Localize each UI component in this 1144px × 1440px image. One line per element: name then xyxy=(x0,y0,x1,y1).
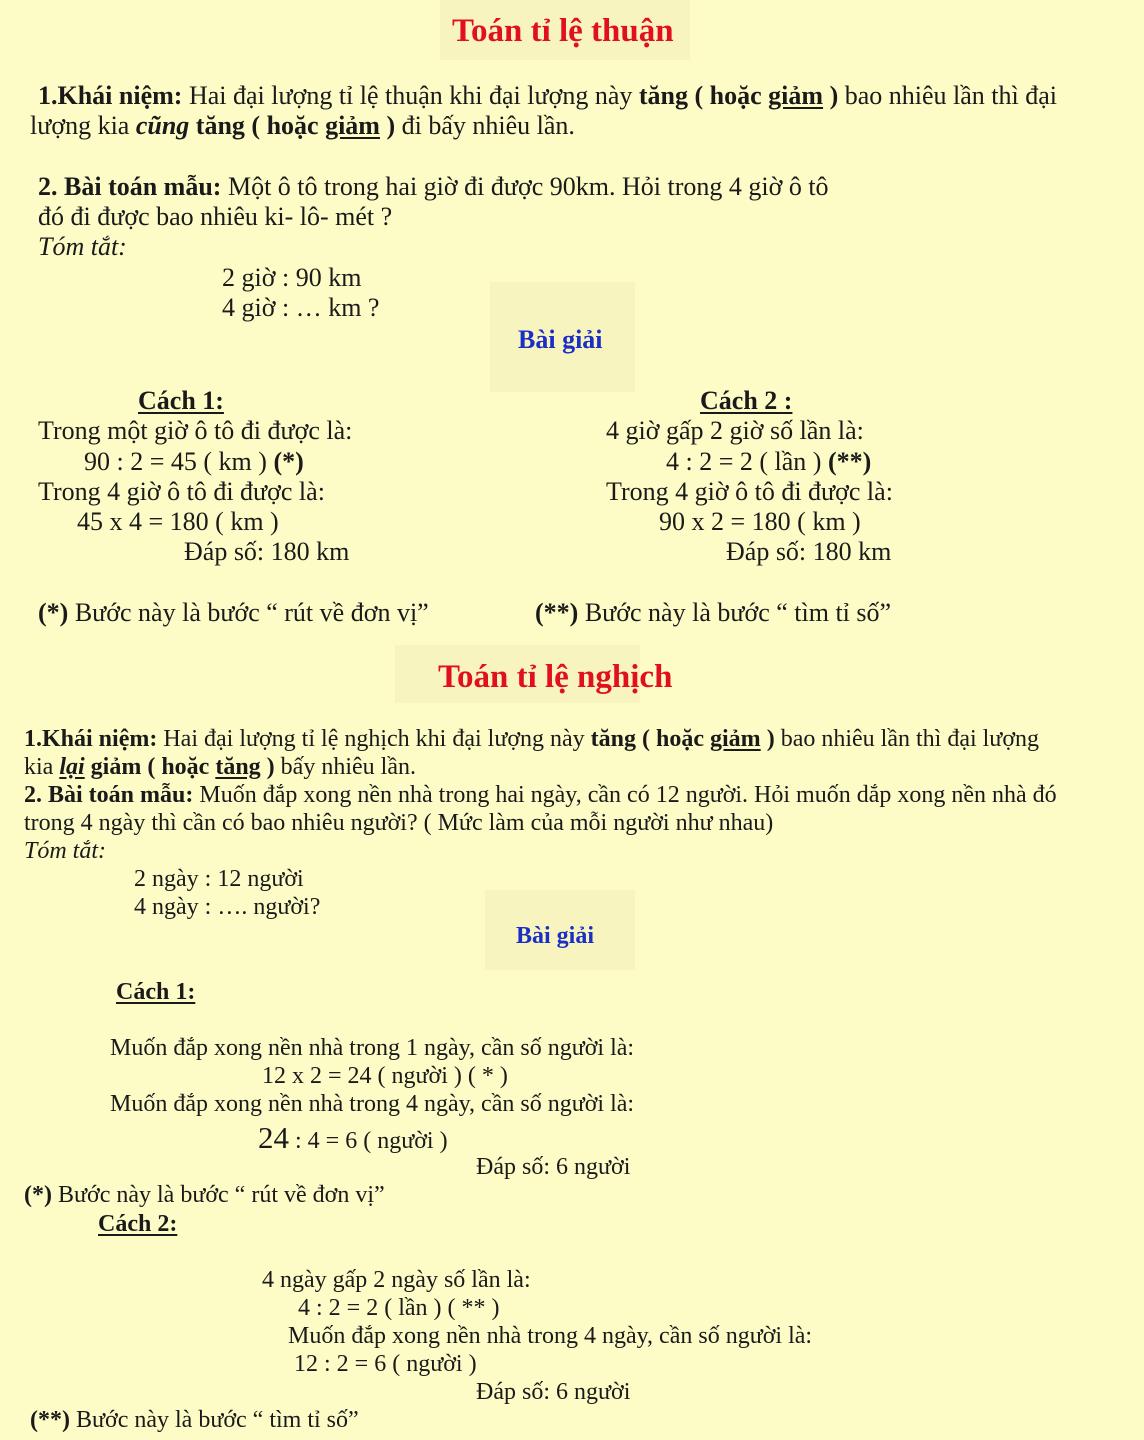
concept-label: 1.Khái niệm: xyxy=(38,81,183,110)
problem-text: Một ô tô trong hai giờ đi được 90km. Hỏi trong 4 giờ ô tô xyxy=(221,172,829,201)
method-title-text: Cách 2: xyxy=(98,1211,178,1237)
step-marker: (**) xyxy=(535,598,579,627)
problem2-line-2: trong 4 ngày thì cần có bao nhiêu người? ( Mức làm của mỗi người như nhau) xyxy=(24,810,774,836)
step-marker: (*) xyxy=(273,447,304,476)
calc-text: : 4 = 6 ( người ) xyxy=(289,1128,448,1154)
step-marker: (*) xyxy=(38,598,69,627)
concept-line-2 xyxy=(30,113,575,139)
section-title-inverse: Toán tỉ lệ nghịch xyxy=(438,659,673,695)
method2-line-1: 4 giờ gấp 2 giờ số lần là: xyxy=(606,416,864,445)
method2-1-line-2: 12 x 2 = 24 ( người ) ( * ) xyxy=(262,1063,508,1089)
concept-text: lượng kia xyxy=(30,111,136,140)
concept-underlined: tăng xyxy=(215,754,261,780)
method2-1-line-1: Muốn đắp xong nền nhà trong 1 ngày, cần số người là: xyxy=(110,1035,635,1061)
note-text: Bước này là bước “ rút về đơn vị” xyxy=(68,598,429,627)
note-text: Bước này là bước “ tìm tỉ số” xyxy=(69,1407,359,1433)
method2-line-2 xyxy=(666,449,871,475)
summary2-line-1: 2 ngày : 12 người xyxy=(134,866,304,892)
solution2-label: Bài giải xyxy=(516,923,595,949)
summary2-line-2: 4 ngày : …. người? xyxy=(134,894,321,920)
concept-bold: ) xyxy=(823,81,839,110)
method-title-text: Cách 1: xyxy=(116,979,196,1005)
step-marker: (**) xyxy=(827,447,872,476)
concept-text: Hai đại lượng tỉ lệ nghịch khi đại lượng này xyxy=(157,726,591,752)
method2-answer: Đáp số: 180 km xyxy=(726,537,892,566)
method2-2-line-2: 4 : 2 = 2 ( lần ) ( ** ) xyxy=(298,1295,500,1321)
concept-underlined: giảm xyxy=(710,726,761,752)
summary-line-2: 4 giờ : … km ? xyxy=(222,293,380,322)
calc-text: 4 : 2 = 2 ( lần ) xyxy=(666,447,828,476)
concept2-line-1 xyxy=(24,727,1039,751)
note-unit-step xyxy=(38,600,429,626)
section-title-direct: Toán tỉ lệ thuận xyxy=(452,13,674,49)
note2-unit-step xyxy=(24,1183,385,1207)
concept-text: kia xyxy=(24,754,60,780)
problem-label: 2. Bài toán mẫu: xyxy=(24,782,194,808)
concept-text: bấy nhiêu lần. xyxy=(274,754,416,780)
method2-title xyxy=(700,388,792,414)
problem-line-2: đó đi được bao nhiêu ki- lô- mét ? xyxy=(38,202,393,231)
method2-1-answer: Đáp số: 6 người xyxy=(476,1154,631,1180)
concept-bold: tăng ( hoặc xyxy=(189,111,326,140)
concept-text: Hai đại lượng tỉ lệ thuận khi đại lượng này xyxy=(182,81,639,110)
method2-2-title xyxy=(98,1212,177,1236)
problem-text: Muốn đắp xong nền nhà trong hai ngày, cần có 12 người. Hỏi muốn dắp xong nền nhà đó xyxy=(193,782,1057,808)
concept-emphasis: cũng xyxy=(135,111,190,140)
concept-bold: ) xyxy=(379,111,396,140)
concept-text: bao nhiêu lần thì đại lượng xyxy=(774,726,1040,752)
problem-label: 2. Bài toán mẫu: xyxy=(38,172,222,201)
method2-2-answer: Đáp số: 6 người xyxy=(476,1379,631,1405)
concept-bold: ) xyxy=(760,726,775,752)
concept-text: bao nhiêu lần thì đại xyxy=(838,81,1058,110)
note-text: Bước này là bước “ rút về đơn vị” xyxy=(51,1182,385,1208)
method1-title-text: Cách 1: xyxy=(138,386,224,415)
step-marker: (*) xyxy=(24,1182,52,1208)
concept2-line-2 xyxy=(24,755,416,779)
note2-ratio-step xyxy=(30,1408,359,1432)
summary-line-1: 2 giờ : 90 km xyxy=(222,263,362,292)
concept-text: đi bấy nhiêu lần. xyxy=(395,111,575,140)
summary-label: Tóm tắt: xyxy=(38,232,127,261)
method2-2-line-3: Muốn đắp xong nền nhà trong 4 ngày, cần số người là: xyxy=(288,1323,813,1349)
summary2-label: Tóm tắt: xyxy=(24,838,107,864)
concept-underlined: giảm xyxy=(325,111,380,140)
step-marker: (**) xyxy=(30,1407,70,1433)
method1-line-3: Trong 4 giờ ô tô đi được là: xyxy=(38,477,325,506)
method2-title-text: Cách 2 : xyxy=(700,386,793,415)
concept-bold: giảm ( hoặc xyxy=(84,754,216,780)
concept-emphasis: lại xyxy=(59,754,85,780)
concept-label: 1.Khái niệm: xyxy=(24,726,158,752)
method2-line-4: 90 x 2 = 180 ( km ) xyxy=(659,507,861,536)
method1-title xyxy=(138,388,224,414)
note-text: Bước này là bước “ tìm tỉ số” xyxy=(578,598,892,627)
calc-number: 24 xyxy=(258,1120,289,1155)
method2-2-line-4: 12 : 2 = 6 ( người ) xyxy=(294,1351,477,1377)
concept-bold: tăng ( hoặc xyxy=(638,81,769,110)
concept-bold: ) xyxy=(260,754,275,780)
method2-1-title xyxy=(116,980,195,1004)
solution-label: Bài giải xyxy=(518,325,603,354)
note-ratio-step xyxy=(535,600,891,626)
method1-line-2 xyxy=(84,449,304,475)
problem-line-1 xyxy=(38,174,829,200)
concept-bold: tăng ( hoặc xyxy=(590,726,711,752)
problem2-line-1 xyxy=(24,783,1057,807)
method2-line-3: Trong 4 giờ ô tô đi được là: xyxy=(606,477,893,506)
method1-answer: Đáp số: 180 km xyxy=(184,537,350,566)
method2-1-line-4 xyxy=(258,1122,448,1153)
method1-line-4: 45 x 4 = 180 ( km ) xyxy=(77,507,279,536)
method2-1-line-3: Muốn đắp xong nền nhà trong 4 ngày, cần số người là: xyxy=(110,1091,635,1117)
method1-line-1: Trong một giờ ô tô đi được là: xyxy=(38,416,353,445)
concept-line-1 xyxy=(38,83,1057,109)
concept-underlined: giảm xyxy=(768,81,824,110)
method2-2-line-1: 4 ngày gấp 2 ngày số lần là: xyxy=(262,1267,531,1293)
calc-text: 90 : 2 = 45 ( km ) xyxy=(84,447,274,476)
